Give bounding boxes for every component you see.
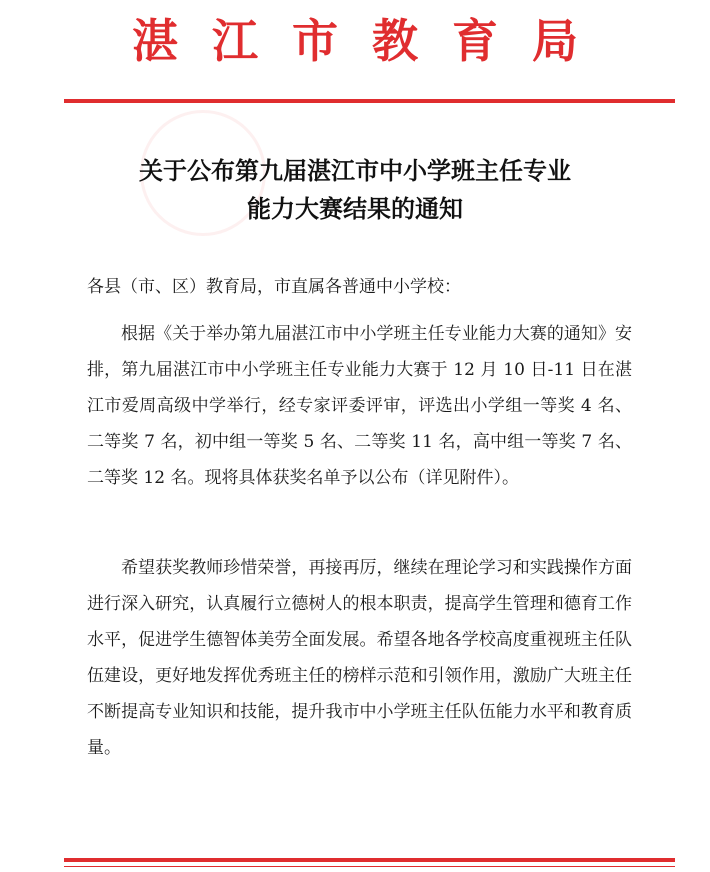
salutation: 各县（市、区）教育局，市直属各普通中小学校： bbox=[87, 277, 461, 297]
letterhead-title: 湛江市教育局 bbox=[132, 14, 612, 68]
footer-red-rule bbox=[64, 858, 675, 862]
body-paragraph-2: 希望获奖教师珍惜荣誉，再接再厉，继续在理论学习和实践操作方面进行深入研究，认真履行立德树人的根本职责，提高学生管理和德育工作水平，促进学生德智体美劳全面发展。希望各地各学校高度重视班主任队伍建设，更好地发挥优秀班主任的榜样示范和引领作用，激励广大班主任不断提高专业知识和技能，提升我市中小学班主任队伍能力水平和教育质量。 bbox=[87, 558, 632, 758]
footer-red-rule-thin bbox=[64, 866, 675, 867]
document-title-line-2: 能力大赛结果的通知 bbox=[247, 194, 463, 223]
letterhead-red-rule bbox=[64, 99, 675, 103]
document-title-line-1: 关于公布第九届湛江市中小学班主任专业 bbox=[139, 156, 571, 185]
body-paragraph-1: 根据《关于举办第九届湛江市中小学班主任专业能力大赛的通知》安排，第九届湛江市中小学班主任专业能力大赛于 12 月 10 日-11 日在湛江市爱周高级中学举行，经专家评委评审，评选出小学组一等奖 4 名、二等奖 7 名，初中组一等奖 5 名、二等奖 11 名，高中组一等奖 7 名、二等奖 12 名。现将具体获奖名单予以公布（详见附件）。 bbox=[87, 324, 632, 488]
